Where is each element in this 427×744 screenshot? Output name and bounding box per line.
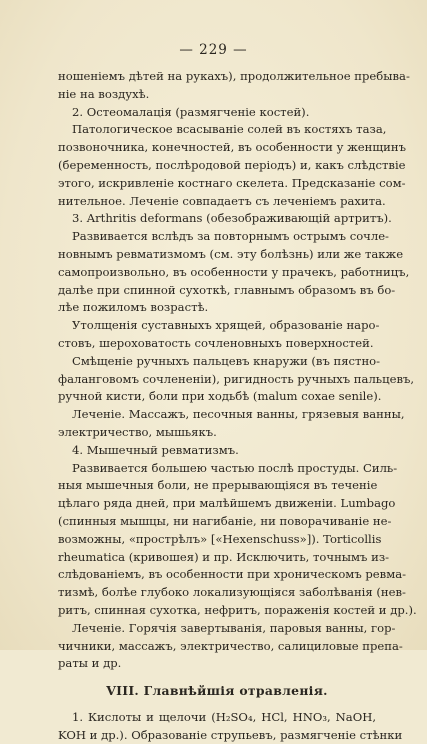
text-line: ніе на воздухѣ. — [58, 86, 150, 101]
page-number: — 229 — — [179, 42, 248, 58]
chapter-heading: VIII. Главнѣйшія отравленія. — [106, 683, 328, 699]
text-line: раты и др. — [58, 656, 122, 671]
text-line: слѣдованіемъ, въ особенности при хроническомъ ревма- — [58, 567, 407, 582]
section-heading: 3. Arthritis deformans (обезображивающій артритъ). — [72, 211, 392, 226]
text-line: Леченіе. Массажъ, песочныя ванны, грязевыя ванны, — [72, 407, 405, 422]
text-line: чичники, массажъ, электричество, салициловые препа- — [58, 638, 403, 653]
text-line: тизмѣ, болѣе глубоко локализующіяся заболѣванія (нев- — [58, 585, 406, 600]
text-line: rheumatica (кривошея) и пр. Исключить, точнымъ из- — [58, 549, 390, 564]
section-heading: 2. Остеомалація (размягченіе костей). — [72, 104, 310, 119]
text-line: Развивается вслѣдъ за повторнымъ острымъ сочле- — [72, 229, 389, 244]
text-line: (беременность, послѣродовой періодъ) и, какъ слѣдствіе — [58, 157, 406, 172]
text-line: ношеніемъ дѣтей на рукахъ), продолжительное пребыва- — [58, 69, 410, 83]
text-line: электричество, мышьякъ. — [58, 424, 217, 439]
section-heading: 4. Мышечный ревматизмъ. — [72, 442, 239, 457]
text-line: позвоночника, конечностей, въ особенности у женщинъ — [58, 140, 406, 155]
text-line: цѣлаго ряда дней, при малѣйшемъ движеніи. Lumbago — [58, 496, 396, 511]
text-line: фаланговомъ сочлененіи), ригидность ручныхъ пальцевъ, — [58, 371, 415, 386]
text-line: ныя мышечныя боли, не прерывающіяся въ теченіе — [58, 478, 378, 493]
text-line: ритъ, спинная сухотка, нефритъ, пораженія костей и др.). — [58, 602, 417, 617]
page-text — [58, 68, 417, 744]
text-line: ручной кисти, боли при ходьбѣ (malum coxae senile). — [58, 389, 382, 404]
text-line: этого, искривленіе костнаго скелета. Предсказаніе сом- — [58, 175, 406, 190]
text-line: новнымъ ревматизмомъ (см. эту болѣзнь) или же также — [58, 246, 404, 261]
text-line: лѣе пожиломъ возрастѣ. — [58, 300, 209, 315]
text-line: (спинныя мышцы, ни нагибаніе, ни поворачиваніе не- — [58, 513, 392, 528]
text-line: далѣе при спинной сухоткѣ, главнымъ образомъ въ бо- — [58, 282, 396, 297]
text-line: стовъ, шероховатость сочленовныхъ поверхностей. — [58, 335, 374, 350]
text-line: Патологическое всасываніе солей въ костяхъ таза, — [72, 122, 387, 137]
text-line: KOH и др.). Образованіе струпьевъ, размягченіе стѣнки — [58, 727, 403, 742]
text-line: 1. Кислоты и щелочи (H₂SO₄, HCl, HNO₃, NaOH, — [72, 709, 376, 724]
text-line: Смѣщеніе ручныхъ пальцевъ кнаружи (въ пястно- — [72, 353, 381, 368]
text-line: нительное. Леченіе совпадаетъ съ леченіемъ рахита. — [58, 193, 386, 208]
text-line: самопроизвольно, въ особенности у прачекъ, работницъ, — [58, 264, 410, 279]
text-line: Утолщенія суставныхъ хрящей, образованіе наро- — [72, 318, 380, 333]
text-line: Леченіе. Горячія завертыванія, паровыя ванны, гор- — [72, 620, 396, 635]
text-line: возможны, «прострѣлъ» [«Hexenschuss»]). Torticollis — [58, 531, 382, 546]
text-line: Развивается большею частью послѣ простуды. Силь- — [72, 460, 398, 475]
